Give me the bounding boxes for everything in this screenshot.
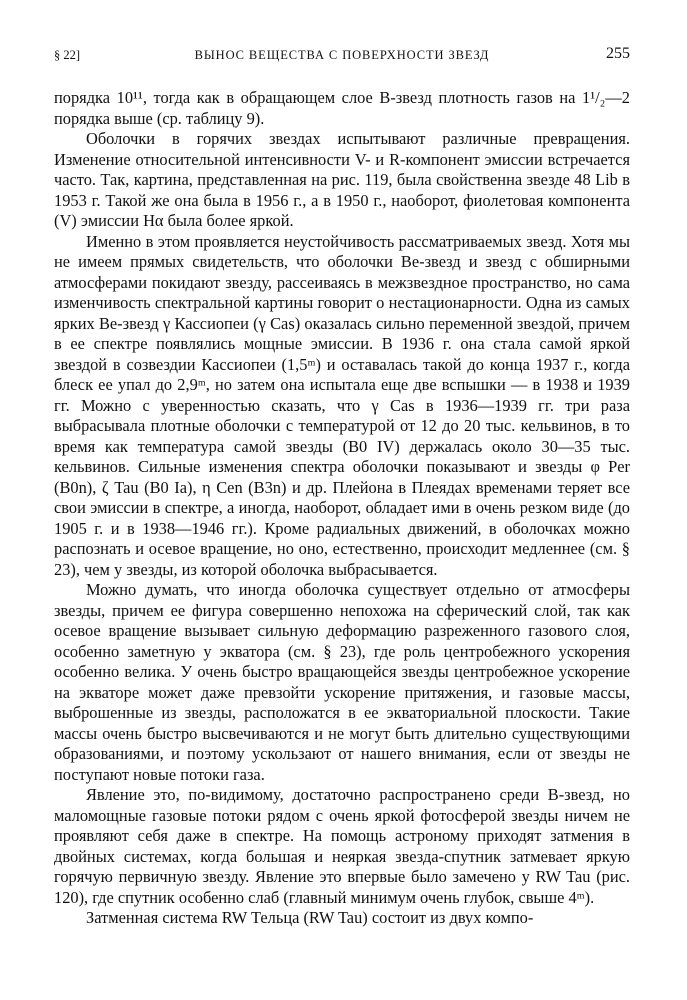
paragraph: Явление это, по-видимому, достаточно распространено среди В-звезд, но маломощные газовые потоки рядом с очень яркой фотосферой звезды ничем не проявляют себя даже в спектре. На помощь астроному приходят затмения в двойных системах, когда большая и неяркая звезда-спутник затмевает яркую горячую первичную звезду. Явление это впервые было замечено у RW Tau (рис. 120), где спутник особенно слаб (главный минимум очень глубок, свыше 4ᵐ). [54,785,630,907]
paragraph: Именно в этом проявляется неустойчивость рассматриваемых звезд. Хотя мы не имеем прямых свидетельств, что оболочки Ве-звезд и звезд с обширными атмосферами покидают звезду, рассеиваясь в межзвездное пространство, но сама изменчивость спектральной картины говорит о нестационарности. Одна из самых ярких Ве-звезд γ Кассиопеи (γ Cas) оказалась сильно переменной звездой, причем в ее спектре появлялись мощные эмиссии. В 1936 г. она стала самой яркой звездой в созвездии Кассиопеи (1,5ᵐ) и оставалась такой до конца 1937 г., когда блеск ее упал до 2,9ᵐ, но затем она испытала еще две вспышки — в 1938 и 1939 гг. Можно с уверенностью сказать, что γ Cas в 1936—1939 гг. три раза выбрасывала плотные оболочки с температурой от 12 до 20 тыс. кельвинов, в то время как температура самой звезды (B0 IV) держалась около 30—35 тыс. кельвинов. Сильные изменения спектра оболочки показывают и звезды φ Per (B0n), ζ Tau (B0 Ia), η Cen (B3n) и др. Плейона в Плеядах временами теряет все свои эмиссии в спектре, а иногда, наоборот, обладает ими в очень резком виде (до 1905 г. и в 1938—1946 гг.). Кроме радиальных движений, в оболочках можно распознать и осевое вращение, но оно, естественно, происходит медленнее (см. § 23), чем у звезды, из которой оболочка выбрасывается. [54,231,630,579]
page-number: 255 [606,45,630,62]
paragraph: Можно думать, что иногда оболочка существует отдельно от атмосферы звезды, причем ее фигура совершенно непохожа на сферический слой, так как осевое вращение вызывает сильную деформацию разреженного газового слоя, особенно заметную у экватора (см. § 23), где роль центробежного ускорения особенно велика. У очень быстро вращающейся звезды центробежное ускорение на экваторе может даже превзойти ускорение притяжения, и газовые массы, выброшенные из звезды, расположатся в ее экваториальной плоскости. Такие массы очень быстро высвечиваются и не могут быть длительно существующими образованиями, и поэтому ускользают от нашего внимания, если от звезды не поступают новые потоки газа. [54,580,630,784]
paragraph-continued: порядка 10¹¹, тогда как в обращающем слое В-звезд плотность газов на 1¹/₂—2 порядка выше (ср. таблицу 9). [54,88,630,128]
running-header [54,44,630,68]
paragraph: Оболочки в горячих звездах испытывают различные превращения. Изменение относительной интенсивности V- и R-компонент эмиссии встречается часто. Так, картина, представленная на рис. 119, была свойственна звезде 48 Lib в 1953 г. Такой же она была в 1956 г., а в 1950 г., наоборот, фиолетовая компонента (V) эмиссии Hα была более яркой. [54,129,630,230]
section-marker: § 22] [54,48,81,62]
running-title: ВЫНОС ВЕЩЕСТВА С ПОВЕРХНОСТИ ЗВЕЗД [194,48,490,62]
paragraph: Затменная система RW Тельца (RW Tau) состоит из двух компо- [86,908,534,927]
body-text [54,88,630,929]
